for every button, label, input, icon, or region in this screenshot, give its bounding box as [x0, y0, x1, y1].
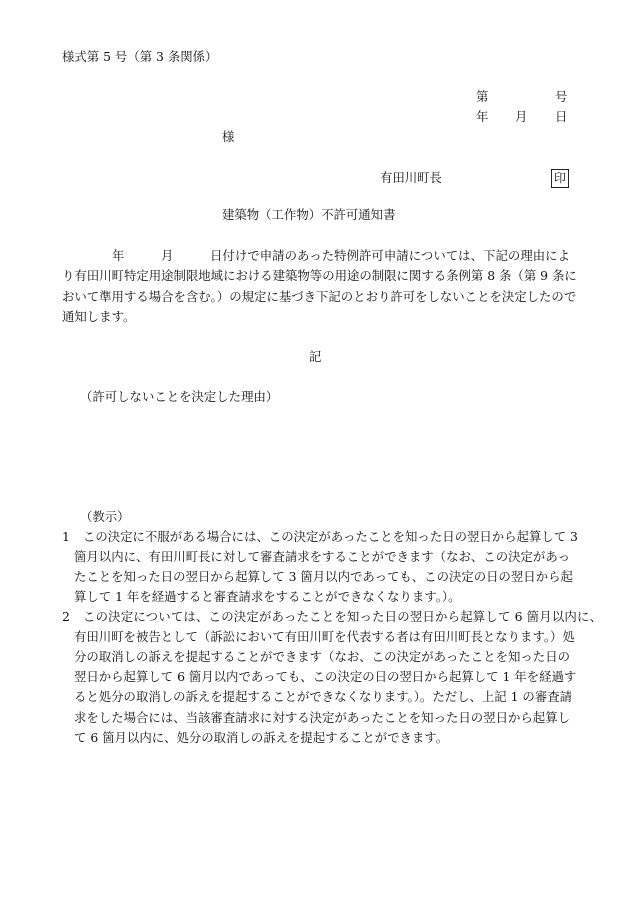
addressee-suffix: 様: [222, 129, 235, 144]
instruction-heading: （教示）: [80, 509, 130, 524]
seal-box: 印: [551, 169, 569, 188]
instruction-item-line: この決定に不服がある場合には、この決定があったことを知った日の翌日から起算して 3: [83, 529, 578, 544]
date-day: 日: [555, 109, 568, 124]
form-label: 様式第 5 号（第 3 条関係）: [62, 49, 218, 64]
instruction-item-line: て 6 箇月以内に、処分の取消しの訴えを提起することができます。: [74, 730, 449, 745]
body-line: 日付けで申請のあった特例許可申請については、下記の理由によ: [210, 248, 570, 263]
body-date-year: 年: [112, 248, 125, 263]
instruction-item-line: 翌日から起算して 6 箇月以内であっても、この決定の日の翌日から起算して 1 年を経過す: [74, 669, 577, 684]
instruction-item-number: 1: [62, 529, 70, 544]
instruction-item-line: この決定については、この決定があったことを知った日の翌日から起算して 6 箇月以内に、: [83, 609, 602, 624]
number-prefix: 第: [476, 89, 489, 104]
instruction-item-line: 有田川町を被告として（訴訟において有田川町を代表する者は有田川町長となります。）処: [74, 629, 575, 644]
instruction-item-line: 分の取消しの訴えを提起することができます（なお、この決定があったことを知った日の: [74, 649, 570, 664]
instruction-item-line: 箇月以内に、有田川町長に対して審査請求をすることができます（なお、この決定があっ: [74, 549, 570, 564]
instruction-item-line: 算して 1 年を経過すると審査請求をすることができなくなります。）。: [74, 589, 461, 604]
instruction-item-line: 求をした場合には、当該審査請求に対する決定があったことを知った日の翌日から起算し: [74, 710, 570, 725]
body-line: 通知します。: [62, 309, 136, 324]
document-title: 建築物（工作物）不許可通知書: [222, 207, 396, 222]
instruction-item-line: ると処分の取消しの訴えを提起することができなくなります。）。ただし、上記 1 の審査請: [74, 689, 572, 704]
body-line: り有田川町特定用途制限地域における建築物等の用途の制限に関する条例第 8 条（第 9 条に: [62, 268, 577, 283]
issuer-name: 有田川町長: [380, 170, 442, 185]
body-date-month: 月: [161, 248, 174, 263]
body-line: おいて準用する場合を含む。）の規定に基づき下記のとおり許可をしないことを決定したので: [62, 289, 577, 304]
instruction-item-line: たことを知った日の翌日から起算して 3 箇月以内であっても、この決定の日の翌日から起: [74, 569, 573, 584]
date-year: 年: [476, 109, 489, 124]
reason-heading: （許可しないことを決定した理由）: [80, 389, 279, 404]
number-suffix: 号: [555, 89, 568, 104]
ki-heading: 記: [309, 349, 322, 364]
instruction-item-number: 2: [62, 609, 70, 624]
date-month: 月: [515, 109, 528, 124]
